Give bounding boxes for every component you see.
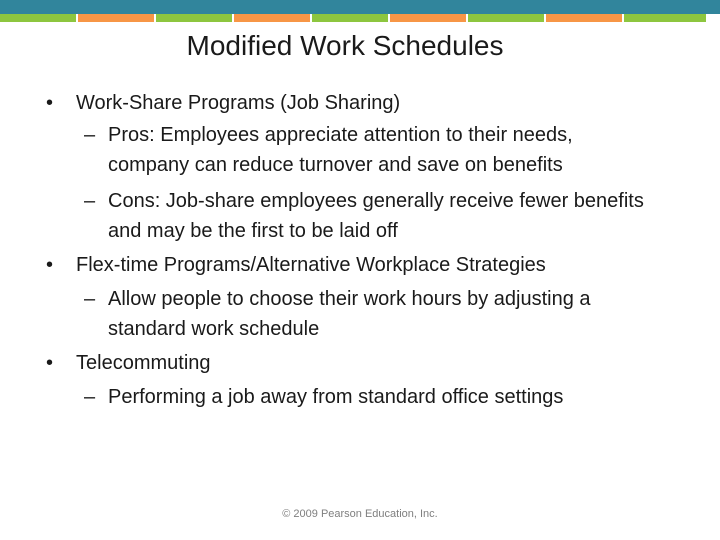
header-segment: [390, 14, 466, 22]
sub-pros-line1: Pros: Employees appreciate attention to their needs,: [108, 124, 573, 146]
header-segment: [0, 14, 76, 22]
sub-dash: –: [84, 190, 96, 212]
sub-cons-line2: and may be the first to be laid off: [108, 220, 398, 242]
sub-dash: –: [84, 288, 96, 310]
header-bar: [0, 0, 720, 14]
header-segment: [234, 14, 310, 22]
header-segment: [156, 14, 232, 22]
header-segment: [468, 14, 544, 22]
header-segment: [312, 14, 388, 22]
sub-cons-line1: Cons: Job-share employees generally receive fewer benefits: [108, 190, 644, 212]
sub-pros-line2: company can reduce turnover and save on benefits: [108, 154, 563, 176]
bullet-work-share: Work-Share Programs (Job Sharing): [76, 92, 401, 114]
bullet-dot: •: [46, 352, 54, 374]
header-segment: [78, 14, 154, 22]
bullet-telecommuting: Telecommuting: [76, 352, 211, 374]
copyright-footer: © 2009 Pearson Education, Inc.: [282, 508, 438, 520]
header-segments: [0, 14, 720, 22]
header-segment: [624, 14, 706, 22]
bullet-dot: •: [46, 92, 54, 114]
sub-allow-line1: Allow people to choose their work hours by adjusting a: [108, 288, 591, 310]
sub-dash: –: [84, 386, 96, 408]
sub-dash: –: [84, 124, 96, 146]
sub-allow-line2: standard work schedule: [108, 318, 320, 340]
bullet-dot: •: [46, 254, 54, 276]
slide-title: Modified Work Schedules: [186, 30, 504, 61]
sub-performing: Performing a job away from standard office settings: [108, 386, 564, 408]
bullet-flex-time: Flex-time Programs/Alternative Workplace Strategies: [76, 254, 546, 276]
header-segment: [546, 14, 622, 22]
